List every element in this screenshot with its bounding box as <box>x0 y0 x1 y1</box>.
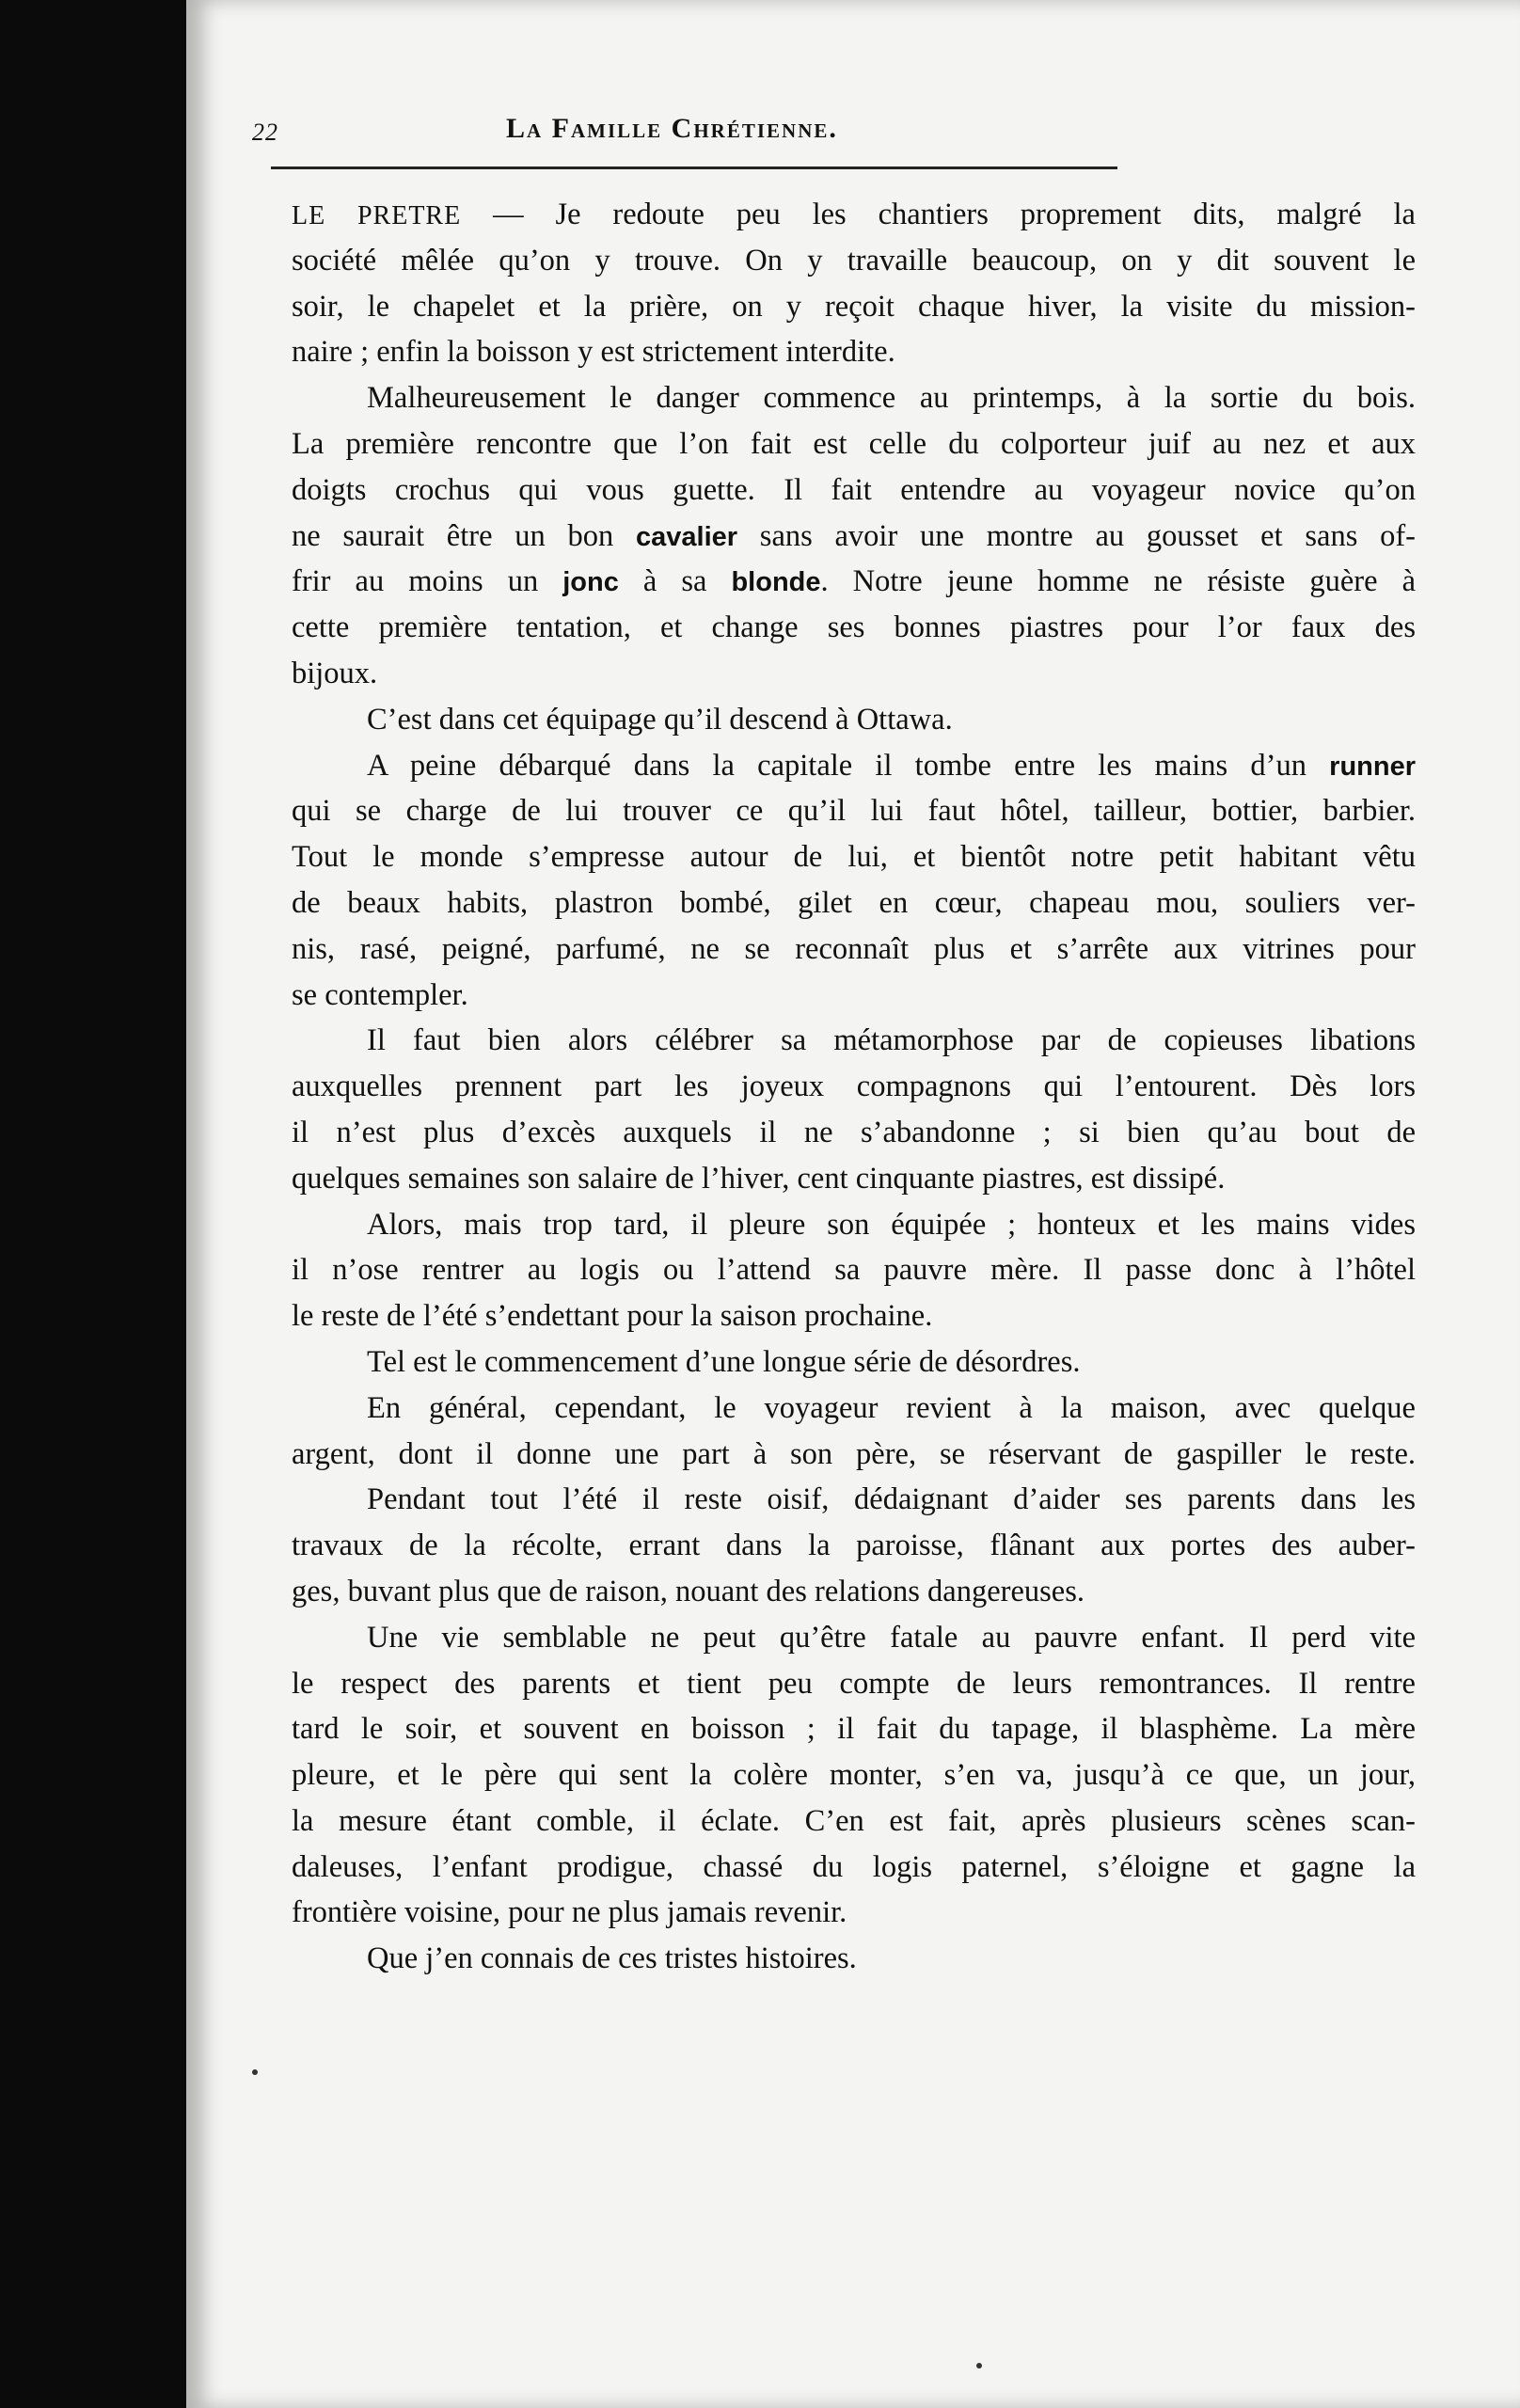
line-text: Une vie semblable ne peut qu’être fatale au pauvre enfant. Il perd vite <box>367 1620 1416 1655</box>
line-text: tard le soir, et souvent en boisson ; il fait du tapage, il blasphème. La mère <box>292 1712 1416 1747</box>
speck <box>976 2363 982 2368</box>
line-text: Il faut bien alors célébrer sa métamorphose par de copieuses libations <box>367 1023 1416 1058</box>
text-line <box>292 1432 1416 1478</box>
text-line <box>292 421 1416 467</box>
line-text: C’est dans cet équipage qu’il descend à Ottawa. <box>367 702 953 737</box>
text-line <box>292 514 1416 560</box>
text-line <box>292 1386 1416 1432</box>
text-line <box>292 927 1416 973</box>
header-rule <box>271 166 1117 169</box>
line-text: naire ; enfin la boisson y est strictement interdite. <box>292 335 895 370</box>
text-line <box>292 1202 1416 1248</box>
line-text: à sa <box>618 564 732 599</box>
body-text <box>292 192 1416 1982</box>
line-text: sans avoir une montre au gousset et sans of- <box>737 518 1416 553</box>
text-line <box>292 1798 1416 1845</box>
line-text: Pendant tout l’été il reste oisif, dédaignant d’aider ses parents dans les <box>367 1482 1416 1517</box>
text-line <box>292 1523 1416 1569</box>
text-line <box>292 651 1416 697</box>
text-line <box>292 1661 1416 1707</box>
text-line <box>292 1706 1416 1752</box>
line-text: argent, dont il donne une part à son père, se réservant de gaspiller le reste. <box>292 1436 1416 1471</box>
text-line <box>292 1752 1416 1798</box>
text-line <box>292 834 1416 880</box>
line-text: cette première tentation, et change ses bonnes piastres pour l’or faux des <box>292 610 1416 645</box>
text-line <box>292 1064 1416 1110</box>
line-text: Malheureusement le danger commence au printemps, à la sortie du bois. <box>367 381 1416 416</box>
line-text: — Je redoute peu les chantiers proprement dits, malgré la <box>461 198 1416 231</box>
text-line <box>292 1339 1416 1386</box>
line-text: le respect des parents et tient peu compte de leurs remontrances. Il rentre <box>292 1666 1416 1701</box>
text-line <box>292 697 1416 743</box>
text-line <box>292 1477 1416 1523</box>
line-text: se contempler. <box>292 977 468 1012</box>
text-line <box>292 559 1416 605</box>
text-line <box>292 467 1416 514</box>
line-text: daleuses, l’enfant prodigue, chassé du logis paternel, s’éloigne et gagne la <box>292 1849 1416 1884</box>
line-text: . Notre jeune homme ne résiste guère à <box>820 564 1416 599</box>
line-text: auxquelles prennent part les joyeux compagnons qui l’entourent. Dès lors <box>292 1069 1416 1104</box>
line-text: le reste de l’été s’endettant pour la saison prochaine. <box>292 1299 933 1334</box>
line-text: travaux de la récolte, errant dans la paroisse, flânant aux portes des auber- <box>292 1529 1416 1563</box>
text-line <box>292 1247 1416 1293</box>
text-line <box>292 1569 1416 1615</box>
line-text: ges, buvant plus que de raison, nouant des relations dangereuses. <box>292 1574 1085 1608</box>
emphasized-word: cavalier <box>636 521 738 552</box>
book-page <box>186 0 1520 2408</box>
line-text: il n’est plus d’excès auxquels il ne s’abandonne ; si bien qu’au bout de <box>292 1115 1416 1149</box>
line-text: Alors, mais trop tard, il pleure son équipée ; honteux et les mains vides <box>367 1207 1416 1242</box>
line-text: de beaux habits, plastron bombé, gilet en cœur, chapeau mou, souliers ver- <box>292 885 1416 920</box>
text-line <box>292 1018 1416 1064</box>
text-line <box>292 1293 1416 1339</box>
line-text: Tout le monde s’empresse autour de lui, et bientôt notre petit habitant vêtu <box>292 840 1416 875</box>
text-line <box>292 1110 1416 1156</box>
running-title: La Famille Chrétienne. <box>506 113 838 144</box>
line-text: En général, cependant, le voyageur revient à la maison, avec quelque <box>367 1390 1416 1425</box>
line-text: il n’ose rentrer au logis ou l’attend sa pauvre mère. Il passe donc à l’hôtel <box>292 1253 1416 1288</box>
line-text: frontière voisine, pour ne plus jamais revenir. <box>292 1895 847 1930</box>
line-text: pleure, et le père qui sent la colère monter, s’en va, jusqu’à ce que, un jour, <box>292 1758 1416 1793</box>
line-text: société mêlée qu’on y trouve. On y travaille beaucoup, on y dit souvent le <box>292 243 1416 277</box>
line-text: frir au moins un <box>292 564 563 599</box>
text-line <box>292 880 1416 927</box>
text-line <box>292 1845 1416 1891</box>
text-line <box>292 743 1416 789</box>
speck <box>252 2069 258 2075</box>
line-text: A peine débarqué dans la capitale il tombe entre les mains d’un <box>367 748 1330 783</box>
text-line <box>292 1615 1416 1661</box>
text-line <box>292 1890 1416 1936</box>
line-text: doigts crochus qui vous guette. Il fait entendre au voyageur novice qu’on <box>292 472 1416 507</box>
emphasized-word: jonc <box>562 567 619 598</box>
line-text: ne saurait être un bon <box>292 518 636 553</box>
emphasized-word: runner <box>1329 751 1416 782</box>
line-text: bijoux. <box>292 656 378 690</box>
text-line <box>292 192 1416 238</box>
line-text: Que j’en connais de ces tristes histoires. <box>367 1941 857 1976</box>
line-text: quelques semaines son salaire de l’hiver, cent cinquante piastres, est dissipé. <box>292 1161 1226 1196</box>
line-text: La première rencontre que l’on fait est celle du colporteur juif au nez et aux <box>292 426 1416 461</box>
speaker-label: LE PRETRE <box>292 201 462 230</box>
text-line <box>292 375 1416 421</box>
page-number: 22 <box>252 119 278 146</box>
text-line <box>292 238 1416 284</box>
line-text: nis, rasé, peigné, parfumé, ne se reconnaît plus et s’arrête aux vitrines pour <box>292 931 1416 966</box>
page-header <box>252 113 1193 169</box>
line-text: la mesure étant comble, il éclate. C’en est fait, après plusieurs scènes scan- <box>292 1803 1416 1838</box>
line-text: soir, le chapelet et la prière, on y reçoit chaque hiver, la visite du mission- <box>292 289 1416 324</box>
text-line <box>292 973 1416 1019</box>
text-line <box>292 284 1416 330</box>
text-line <box>292 329 1416 375</box>
text-line <box>292 1156 1416 1202</box>
line-text: Tel est le commencement d’une longue série de désordres. <box>367 1344 1081 1379</box>
emphasized-word: blonde <box>731 567 821 598</box>
text-line <box>292 1936 1416 1982</box>
text-line <box>292 788 1416 834</box>
line-text: qui se charge de lui trouver ce qu’il lui faut hôtel, tailleur, bottier, barbier. <box>292 794 1416 829</box>
text-line <box>292 605 1416 651</box>
